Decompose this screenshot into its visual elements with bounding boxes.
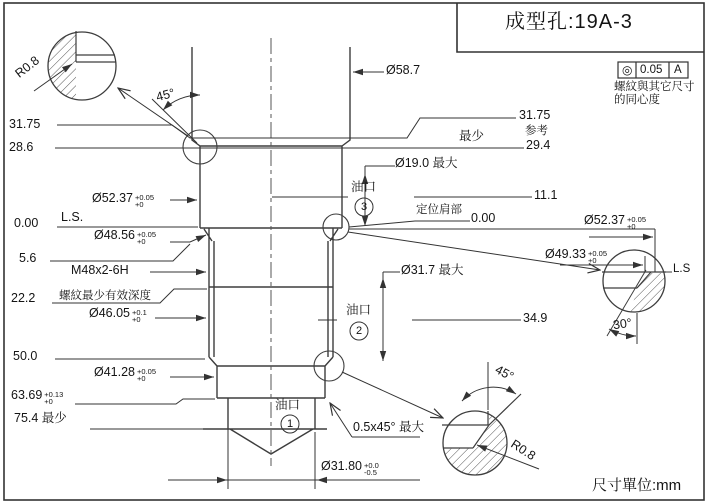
ls-label-left: L.S. [61, 210, 84, 224]
pos-63-69: 63.69 +0.13 +0 [11, 388, 64, 406]
minimum-label-top: 最少 [459, 129, 485, 143]
dia-31-7-max: Ø31.7 最大 [401, 263, 464, 277]
oil-port-2-label: 油口 [346, 303, 372, 317]
pos-50: 50.0 [13, 349, 38, 363]
pos-75-4-min: 75.4 最少 [14, 411, 67, 425]
thread-depth-note: 螺紋最少有效深度 [59, 290, 151, 302]
pos-0-left: 0.00 [14, 216, 39, 230]
reference-label: 参考 [525, 125, 548, 137]
pos-28-6-left: 28.6 [9, 140, 34, 154]
chamfer-note: 0.5x45° 最大 [353, 420, 425, 434]
pos-0-right: 0.00 [471, 211, 496, 225]
pos-11-1: 11.1 [534, 188, 558, 202]
dia-41-28: Ø41.28 +0.05 +0 [94, 365, 156, 383]
dia-52-37-left: Ø52.37 +0.05 +0 [92, 191, 154, 209]
dia-19-max: Ø19.0 最大 [395, 156, 458, 170]
oil-port-3-label: 油口 [351, 180, 377, 194]
angle-45-bottom: 45° [492, 362, 517, 384]
locating-shoulder-label: 定位肩部 [416, 204, 462, 216]
unit-note: 尺寸單位:mm [592, 477, 682, 494]
gdt-datum: A [674, 64, 682, 76]
drawing-title: 成型孔:19A-3 [505, 11, 633, 33]
gdt-note-line1: 螺紋與其它尺寸 [614, 81, 695, 93]
pos-29-4: 29.4 [526, 138, 551, 152]
oil-port-1-number: 1 [286, 418, 294, 430]
dia-49-33: Ø49.33 +0.05 +0 [545, 247, 607, 265]
radius-label-detail-a: R0.8 [12, 53, 42, 81]
pos-31-75-right: 31.75 [519, 108, 551, 122]
pos-31-75-left: 31.75 [9, 117, 41, 131]
dia-58-7: Ø58.7 [386, 63, 421, 77]
pos-34-9: 34.9 [523, 311, 548, 325]
pos-22-2: 22.2 [11, 291, 36, 305]
gdt-concentricity-icon: ◎ [622, 63, 633, 77]
oil-port-3-number: 3 [360, 201, 368, 213]
dia-46-05: Ø46.05 +0.1 +0 [89, 306, 147, 324]
oil-port-1-label: 油口 [275, 398, 301, 412]
oil-port-2-number: 2 [355, 325, 363, 337]
ls-label-right: L.S [673, 263, 691, 275]
dia-31-80: Ø31.80 +0.0 -0.5 [321, 459, 379, 477]
angle-45-top: 45° [154, 85, 177, 105]
pos-5-6: 5.6 [19, 251, 37, 265]
radius-label-detail-c: R0.8 [508, 436, 539, 464]
dia-52-37-right: Ø52.37 +0.05 +0 [584, 213, 646, 231]
gdt-note-line2: 的同心度 [614, 94, 660, 106]
gdt-tolerance: 0.05 [640, 64, 663, 76]
dia-48-56: Ø48.56 +0.05 +0 [94, 228, 156, 246]
thread-spec: M48x2-6H [71, 263, 129, 277]
angle-30: 30° [612, 315, 633, 333]
